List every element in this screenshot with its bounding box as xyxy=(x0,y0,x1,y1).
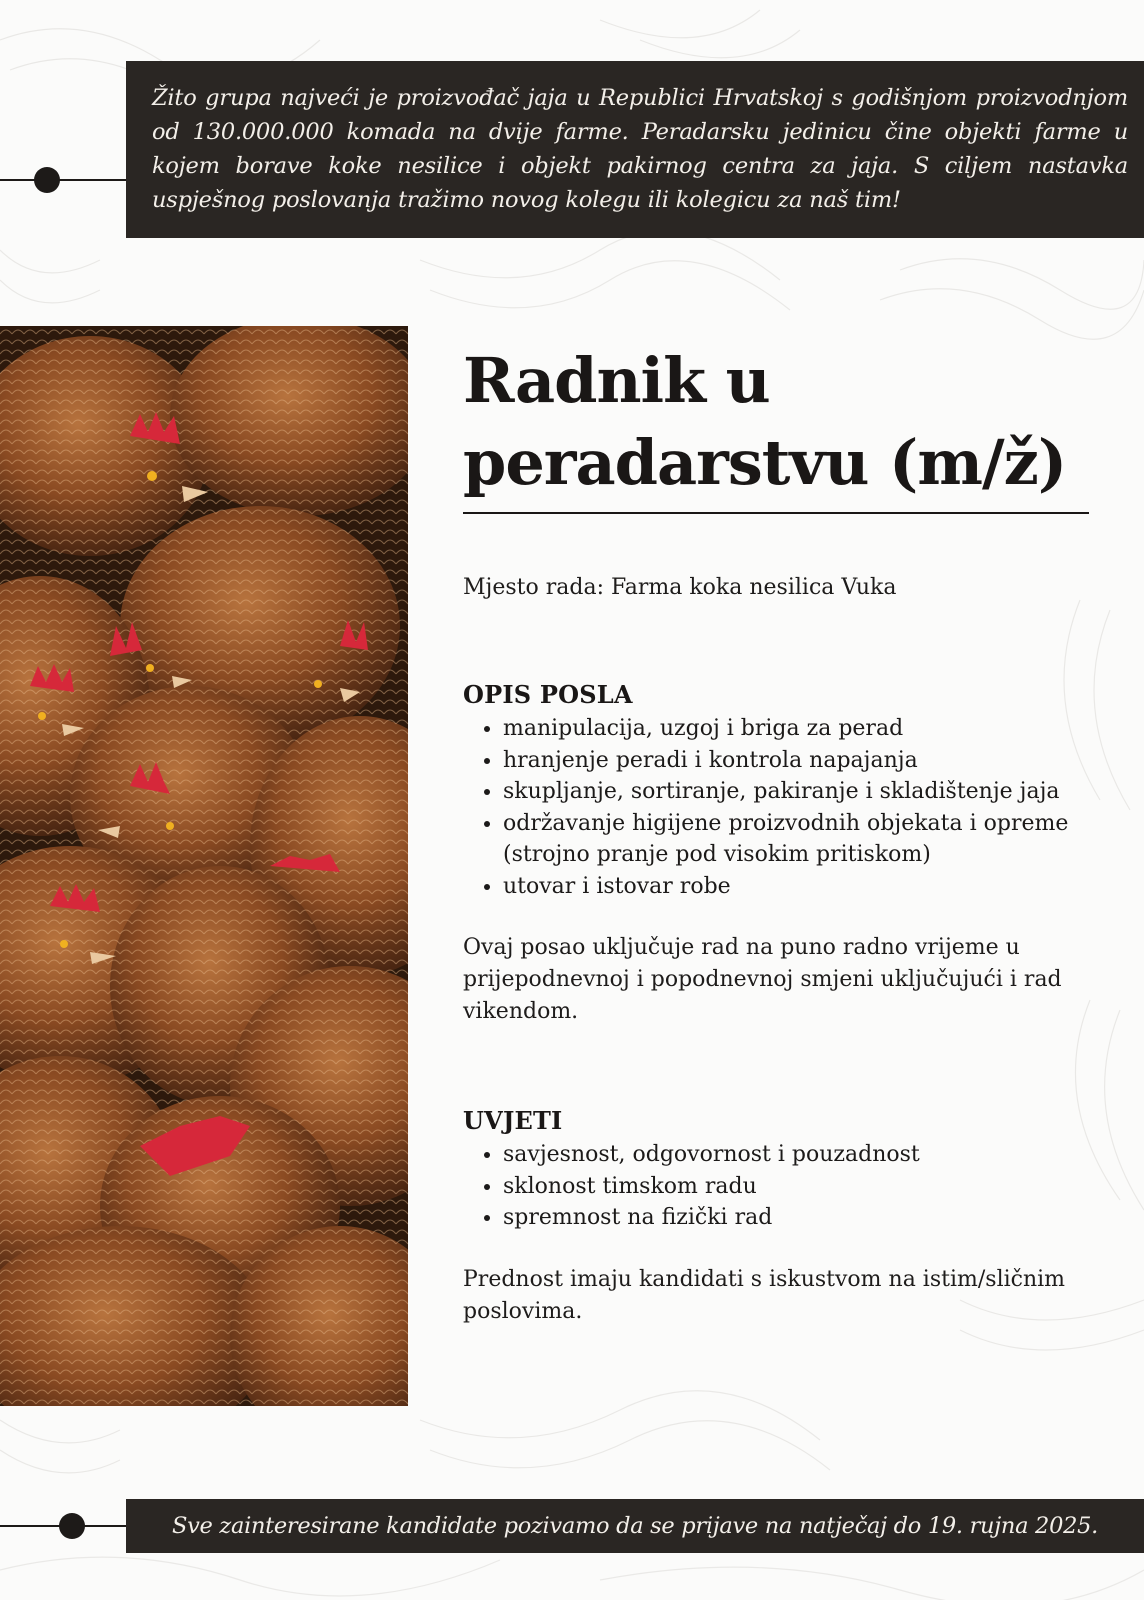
job-description-heading: OPIS POSLA xyxy=(463,680,633,709)
title-underline xyxy=(463,512,1089,514)
list-item: • savjesnost, odgovornost i pouzadnost xyxy=(503,1139,1093,1171)
requirements-heading: UVJETI xyxy=(463,1106,563,1135)
job-content xyxy=(463,340,1093,1328)
intro-connector-dot xyxy=(34,167,60,193)
job-title-line2: peradarstvu (m/ž) xyxy=(463,426,1067,499)
footer-connector-dot xyxy=(59,1513,85,1539)
list-item: • utovar i istovar robe xyxy=(503,871,1093,903)
list-item: • manipulacija, uzgoj i briga za perad xyxy=(503,713,1093,745)
job-title xyxy=(463,340,1093,504)
job-title-line1: Radnik u xyxy=(463,344,770,417)
list-item: • sklonost timskom radu xyxy=(503,1171,1093,1203)
list-item: • skupljanje, sortiranje, pakiranje i skladištenje jaja xyxy=(503,776,1093,808)
intro-text: Žito grupa najveći je proizvođač jaja u Republici Hrvatskoj s godišnjom proizvodnjom od 130.000.000 komada na dvije farme. Peradarsku jedinicu čine objekti farme u kojem borave koke nesilice i objekt pakirnog centra za jaja. S ciljem nastavka uspješnog poslovanja tražimo novog kolegu ili kolegicu za naš tim! xyxy=(152,85,1128,213)
list-item: • hranjenje peradi i kontrola napajanja xyxy=(503,745,1093,777)
footer-box xyxy=(126,1499,1144,1553)
work-schedule-note: Ovaj posao uključuje rad na puno radno vrijeme u prijepodnevnoj i popodnevnoj smjeni uključujući i rad vikendom. xyxy=(463,935,1062,1024)
footer-text: Sve zainteresirane kandidate pozivamo da se prijave na natječaj do 19. rujna 2025. xyxy=(172,1513,1098,1539)
job-description-list xyxy=(463,713,1093,902)
list-item: • spremnost na fizički rad xyxy=(503,1202,1093,1234)
experience-note: Prednost imaju kandidati s iskustvom na istim/sličnim poslovima. xyxy=(463,1266,1066,1324)
work-location: Mjesto rada: Farma koka nesilica Vuka xyxy=(463,575,897,600)
intro-connector-line xyxy=(0,179,128,181)
hens-illustration xyxy=(0,326,408,1406)
hens-photo xyxy=(0,326,408,1406)
intro-box xyxy=(126,61,1144,238)
list-item: • održavanje higijene proizvodnih objekata i opreme (strojno pranje pod visokim pritiskom) xyxy=(503,808,1093,871)
requirements-list xyxy=(463,1139,1093,1234)
